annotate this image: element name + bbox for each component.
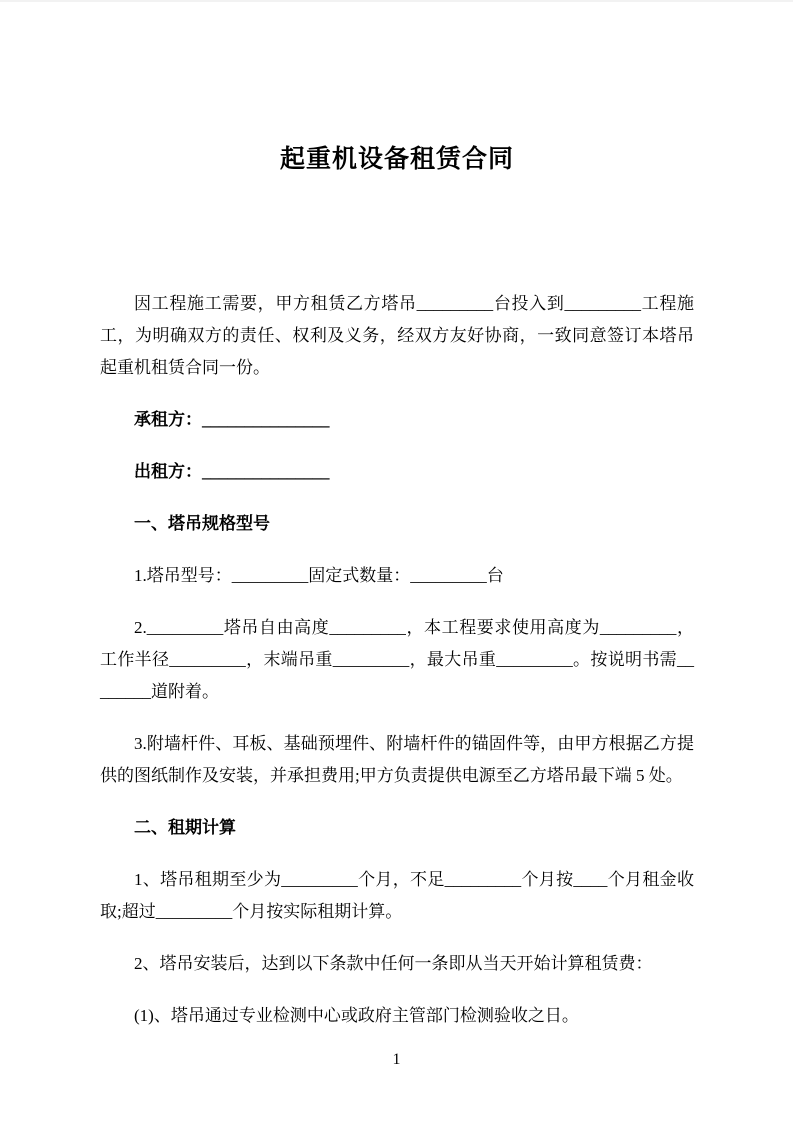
field-lessee: 承租方：_______________ xyxy=(134,410,330,429)
contract-title: 起重机设备租赁合同 xyxy=(279,145,514,173)
clause-lease-start: 2、塔吊安装后，达到以下条款中任何一条即从当天开始计算租赁费： xyxy=(134,954,653,973)
field-lessor: 出租方：_______________ xyxy=(134,462,330,481)
page-number: 1 xyxy=(392,1051,401,1068)
document-content xyxy=(100,2,694,1052)
clause-inspection-date: (1)、塔吊通过专业检测中心或政府主管部门检测验收之日。 xyxy=(134,1006,579,1025)
clause-crane-height: 2._________塔吊自由高度_________，本工程要求使用高度为_________，工作半径_________，末端吊重_________，最大吊重_________。按说明书需________道附着。 xyxy=(100,618,694,701)
section-heading-specs: 一、塔吊规格型号 xyxy=(134,514,270,533)
clause-lease-minimum: 1、塔吊租期至少为_________个月，不足_________个月按____个月租金收取;超过_________个月按实际租期计算。 xyxy=(100,870,694,921)
clause-crane-model: 1.塔吊型号：_________固定式数量：_________台 xyxy=(134,566,504,585)
clause-wall-anchors: 3.附墙杆件、耳板、基础预埋件、附墙杆件的锚固件等，由甲方根据乙方提供的图纸制作及安装，并承担费用;甲方负责提供电源至乙方塔吊最下端 5 处。 xyxy=(100,734,694,785)
paragraph-intro: 因工程施工需要，甲方租赁乙方塔吊_________台投入到_________工程施工，为明确双方的责任、权利及义务，经双方友好协商，一致同意签订本塔吊起重机租赁合同一份。 xyxy=(100,294,694,377)
section-heading-lease-term: 二、租期计算 xyxy=(134,818,236,837)
